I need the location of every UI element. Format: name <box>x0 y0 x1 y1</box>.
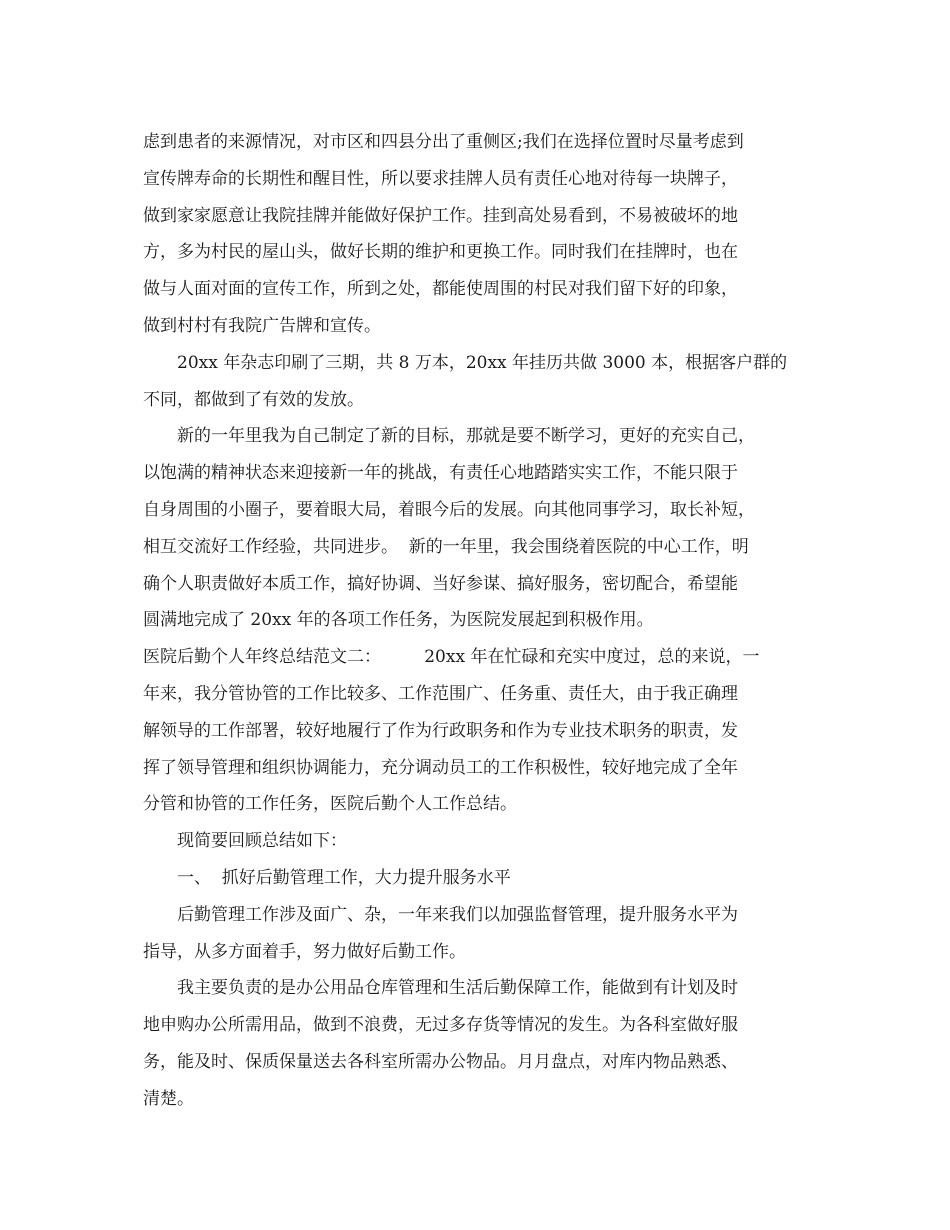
text-line: 新的一年里我为自己制定了新的目标，那就是要不断学习，更好的充实自己， <box>177 426 755 447</box>
text-line: 自身周围的小圈子，要着眼大局，着眼今后的发展。向其他同事学习，取长补短， <box>143 499 755 520</box>
text-line: 相互交流好工作经验，共同进步。 新的一年里，我会围绕着医院的中心工作，明 <box>143 536 749 557</box>
text-line: 现简要回顾总结如下： <box>177 831 347 852</box>
text-line: 方，多为村民的屋山头，做好长期的维护和更换工作。同时我们在挂牌时，也在 <box>143 242 738 263</box>
text-line: 确个人职责做好本质工作，搞好协调、当好参谋、搞好服务，密切配合，希望能 <box>143 573 738 594</box>
text-line: 年来，我分管协管的工作比较多、工作范围广、任务重、责任大，由于我正确理 <box>143 683 738 704</box>
document-body <box>143 124 808 1118</box>
text-line: 做与人面对面的宣传工作，所到之处，都能使周围的村民对我们留下好的印象， <box>143 279 738 300</box>
text-line: 20xx 年杂志印刷了三期，共 8 万本，20xx 年挂历共做 3000 本，根据客户群的 <box>177 352 788 373</box>
text-line: 圆满地完成了 20xx 年的各项工作任务，为医院发展起到积极作用。 <box>143 610 654 631</box>
text-line: 虑到患者的来源情况，对市区和四县分出了重侧区;我们在选择位置时尽量考虑到 <box>143 132 744 152</box>
text-line: 以饱满的精神状态来迎接新一年的挑战，有责任心地踏踏实实工作，不能只限于 <box>143 463 738 484</box>
text-line: 做到家家愿意让我院挂牌并能做好保护工作。挂到高处易看到，不易被破坏的地 <box>143 205 738 226</box>
text-line: 医院后勤个人年终总结范文二： 20xx 年在忙碌和充实中度过，总的来说，一 <box>143 647 760 668</box>
text-line: 挥了领导管理和组织协调能力，充分调动员工的工作积极性，较好地完成了全年 <box>143 757 738 778</box>
text-line: 指导，从多方面着手，努力做好后勤工作。 <box>143 941 466 962</box>
text-line: 后勤管理工作涉及面广、杂，一年来我们以加强监督管理，提升服务水平为 <box>177 904 738 925</box>
text-line: 分管和协管的工作任务，医院后勤个人工作总结。 <box>143 794 517 815</box>
text-line: 不同，都做到了有效的发放。 <box>143 389 364 410</box>
text-line: 我主要负责的是办公用品仓库管理和生活后勤保障工作，能做到有计划及时 <box>177 978 738 999</box>
text-line: 地申购办公所需用品，做到不浪费，无过多存货等情况的发生。为各科室做好服 <box>143 1015 738 1036</box>
text-line: 做到村村有我院广告牌和宣传。 <box>143 315 381 336</box>
text-line: 一、 抓好后勤管理工作，大力提升服务水平 <box>177 867 511 888</box>
text-line: 宣传牌寿命的长期性和醒目性，所以要求挂牌人员有责任心地对待每一块牌子， <box>143 168 738 189</box>
text-line: 务，能及时、保质保量送去各科室所需办公物品。月月盘点，对库内物品熟悉、 <box>143 1051 738 1072</box>
text-line: 解领导的工作部署，较好地履行了作为行政职务和作为专业技术职务的职责，发 <box>143 720 738 741</box>
text-line: 清楚。 <box>143 1088 194 1109</box>
